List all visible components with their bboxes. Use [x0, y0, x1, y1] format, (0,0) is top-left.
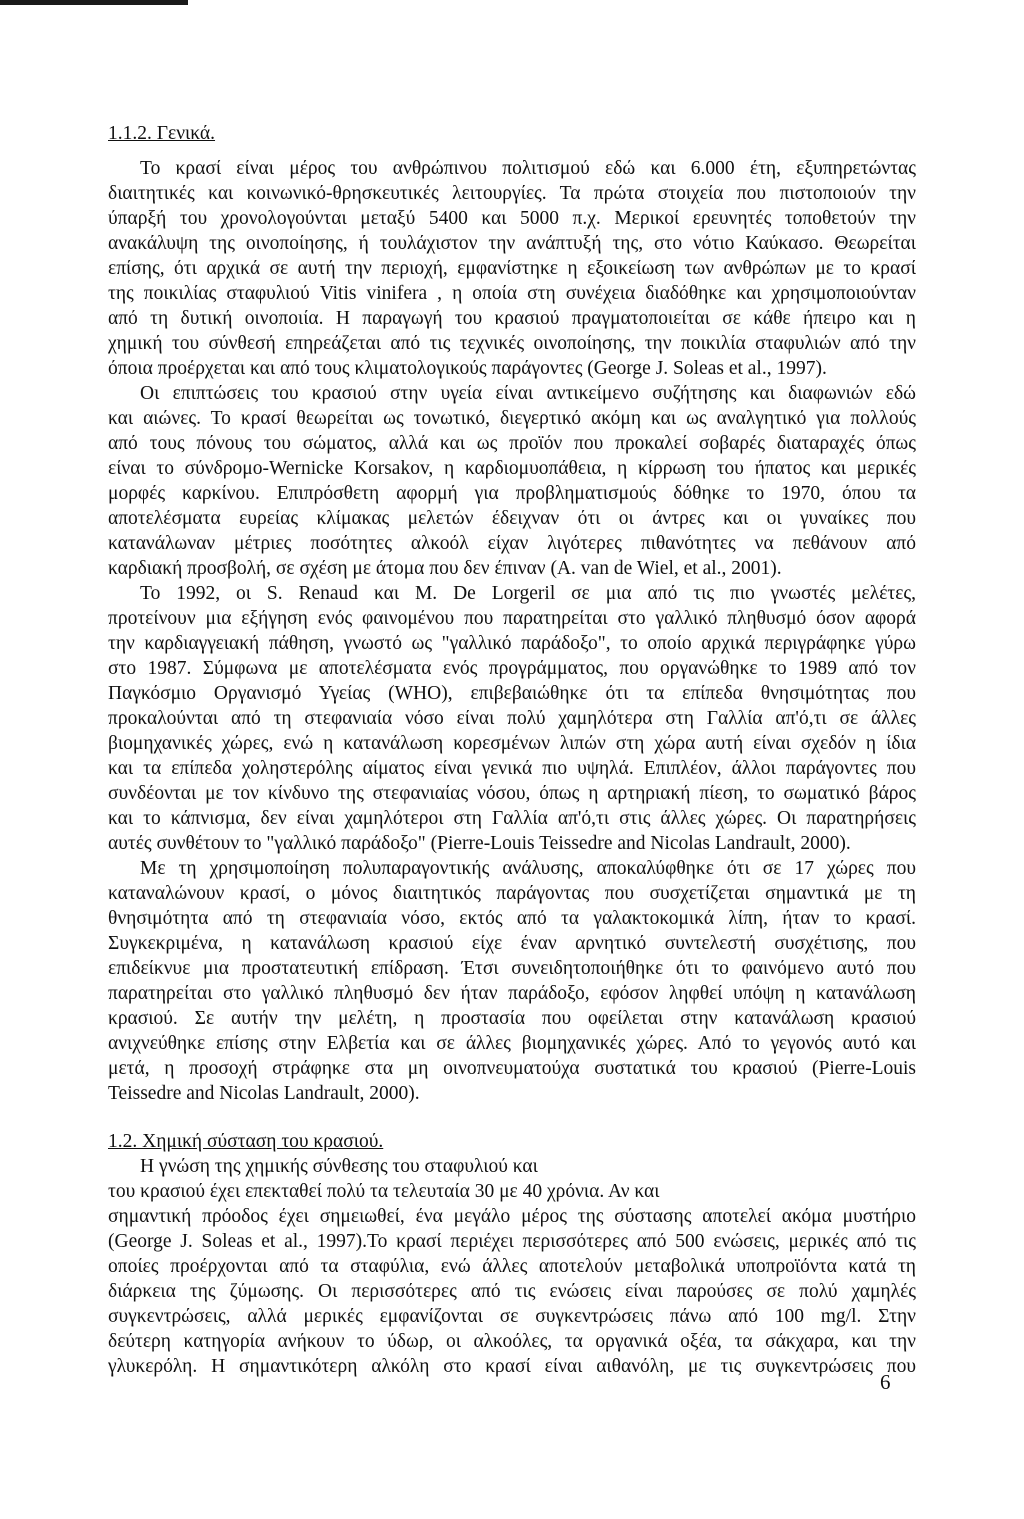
text-line: είναι το σύνδρομο-Wernicke Korsakov, η καρδιομυοπάθεια, η κίρρωση του ήπατος και μερικές: [108, 458, 916, 479]
text-line: σημαντική πρόοδος έχει σημειωθεί, ένα μεγάλο μέρος της σύστασης αποτελεί ακόμα μυστήριο: [108, 1206, 916, 1227]
text-line: επίσης, ότι αρχικά σε αυτή την περιοχή, εμφανίστηκε η εξοικείωση των ανθρώπων με το κρασί: [108, 258, 916, 279]
text-line: στο 1987. Σύμφωνα με αποτελέσματα ενός προγράμματος, που οργανώθηκε το 1989 από τον: [108, 658, 916, 679]
text-line: διάρκεια της ζύμωσης. Οι περισσότερες από τις ενώσεις είναι παρούσες σε πολύ χαμηλές: [108, 1281, 916, 1302]
text-line: μορφές καρκίνου. Επιπρόσθετη αφορμή για προβληματισμούς δόθηκε το 1970, όπου τα: [108, 483, 916, 504]
text-line: καταναλώνουν κρασί, ο μόνος διαιτητικός παράγοντας που συσχετίζεται σημαντικά με τη: [108, 883, 916, 904]
section-heading-1-1-2: 1.1.2. Γενικά.: [108, 123, 216, 144]
text-line: Με τη χρησιμοποίηση πολυπαραγοντικής ανάλυσης, αποκαλύφθηκε ότι σε 17 χώρες που: [140, 858, 916, 879]
text-line: του κρασιού έχει επεκταθεί πολύ τα τελευταία 30 με 40 χρόνια. Αν και: [108, 1181, 660, 1202]
text-line: χημική του σύνθεσή επηρεάζεται από τις τεχνικές οινοποίησης, την ποικιλία σταφυλιών από την: [108, 333, 916, 354]
text-line: Συγκεκριμένα, η κατανάλωση κρασιού είχε έναν αρνητικό συντελεστή συσχέτισης, που: [108, 933, 916, 954]
text-line: Το 1992, οι S. Renaud και M. De Lorgeril σε μια από τις πιο γνωστές μελέτες,: [140, 583, 916, 604]
text-line: παρατηρείται στο γαλλικό πληθυσμό δεν ήταν παράδοξο, εφόσον ληφθεί υπόψη η κατανάλωση: [108, 983, 916, 1004]
text-line: βιομηχανικές χώρες, ενώ η κατανάλωση κορεσμένων λιπών στη χώρα αυτή είναι σχεδόν η ίδια: [108, 733, 916, 754]
text-line: Teissedre and Nicolas Landrault, 2000).: [108, 1083, 420, 1104]
text-line: γλυκερόλη. Η σημαντικότερη αλκόλη στο κρασί είναι αιθανόλη, με τις συγκεντρώσεις που: [108, 1356, 916, 1377]
text-line: συγκεντρώσεις, αλλά μερικές εμφανίζονται σε συγκεντρώσεις πάνω από 100 mg/l. Στην: [108, 1306, 916, 1327]
text-line: ύπαρξή του χρονολογούνται μεταξύ 5400 και 5000 π.χ. Μερικοί ερευνητές τοποθετούν την: [108, 208, 916, 229]
text-line: την καρδιαγγειακή πάθηση, γνωστό ως "γαλλικό παράδοξο", το οποίο αρχικά περιγράφηκε γύρω: [108, 633, 916, 654]
text-line: διαιτητικές και κοινωνικό-θρησκευτικές λειτουργίες. Τα πρώτα στοιχεία που πιστοποιούν την: [108, 183, 916, 204]
text-line: Η γνώση της χημικής σύνθεσης του σταφυλιού και: [140, 1156, 538, 1177]
page-number: 6: [880, 1370, 891, 1394]
text-line: συνδέονται με τον κίνδυνο της στεφανιαίας νόσου, όπως η αρτηριακή πίεση, το σωματικό βάρος: [108, 783, 916, 804]
text-line: όποια προέρχεται και από τους κλιματολογικούς παράγοντες (George J. Soleas et al., 1997).: [108, 358, 827, 379]
text-line: μετά, η προσοχή στράφηκε στα μη οινοπνευματούχα συστατικά του κρασιού (Pierre-Louis: [108, 1058, 916, 1079]
text-line: από τη δυτική οινοποιία. Η παραγωγή του κρασιού πραγματοποιείται σε κάθε ήπειρο και η: [108, 308, 916, 329]
text-line: ανιχνεύθηκε επίσης στην Ελβετία και σε άλλες βιομηχανικές χώρες. Από το γεγονός αυτό και: [108, 1033, 916, 1054]
text-line: δεύτερη κατηγορία ανήκουν το ύδωρ, οι αλκοόλες, τα οργανικά οξέα, τα σάκχαρα, και την: [108, 1331, 916, 1352]
text-line: Οι επιπτώσεις του κρασιού στην υγεία είναι αντικείμενο συζήτησης και διαφωνιών εδώ: [140, 383, 916, 404]
text-line: καρδιακή προσβολή, σε σχέση με άτομα που δεν έπιναν (A. van de Wiel, et al., 2001).: [108, 558, 782, 579]
text-line: αυτές συνθέτουν το "γαλλικό παράδοξο" (Pierre-Louis Teissedre and Nicolas Landrault, 2000).: [108, 833, 851, 854]
text-line: κατανάλωναν μέτριες ποσότητες αλκοόλ είχαν λιγότερες πιθανότητες να πεθάνουν από: [108, 533, 916, 554]
text-line: οποίες προέρχονται από τα σταφύλια, ενώ άλλες αποτελούν μεταβολικά υποπροϊόντα κατά τη: [108, 1256, 916, 1277]
text-line: επιδείκνυε μια προστατευτική επίδραση. Έτσι συνειδητοποιήθηκε ότι το φαινόμενο αυτό που: [108, 958, 916, 979]
text-line: προτείνουν μια εξήγηση ενός φαινομένου που παρατηρείται στο γαλλικό πληθυσμό όσον αφορά: [108, 608, 916, 629]
text-line: Το κρασί είναι μέρος του ανθρώπινου πολιτισμού εδώ και 6.000 έτη, εξυπηρετώντας: [140, 158, 916, 179]
text-line: (George J. Soleas et al., 1997).Το κρασί περιέχει περισσότερες από 500 ενώσεις, μερικές από τις: [108, 1231, 916, 1252]
text-line: προκαλούνται από τη στεφανιαία νόσο είναι πολύ χαμηλότερα στη Γαλλία απ'ό,τι σε άλλες: [108, 708, 916, 729]
section-heading-1-2: 1.2. Χημική σύσταση του κρασιού.: [108, 1131, 384, 1152]
text-line: και αιώνες. Το κρασί θεωρείται ως τονωτικό, διεγερτικό ακόμη και ως αναλγητικό για πολλούς: [108, 408, 916, 429]
text-line: ανακάλυψη της οινοποίησης, ή τουλάχιστον την ανάπτυξή της, στο νότιο Καύκασο. Θεωρείται: [108, 233, 916, 254]
text-line: από τους πόνους του σώματος, αλλά και ως προϊόν που προκαλεί σοβαρές διαταραχές όπως: [108, 433, 916, 454]
text-line: και το κάπνισμα, δεν είναι χαμηλότεροι στη Γαλλία απ'ό,τι στις άλλες χώρες. Οι παρατηρήσεις: [108, 808, 916, 829]
text-line: θνησιμότητα από τη στεφανιαία νόσο, εκτός από τα γαλακτοκομικά λίπη, ήταν το κρασί.: [108, 908, 916, 929]
text-line: αποτελέσματα ευρείας κλίμακας μελετών έδειχναν ότι οι άντρες και οι γυναίκες που: [108, 508, 916, 529]
text-line: της ποικιλίας σταφυλιού Vitis vinifera , η οποία στη συνέχεια διαδόθηκε και χρησιμοποιούνταν: [108, 283, 916, 304]
text-line: Παγκόσμιο Οργανισμό Υγείας (WHO), επιβεβαιώθηκε ότι τα επίπεδα θνησιμότητας που: [108, 683, 916, 704]
text-line: και τα επίπεδα χοληστερόλης αίματος είναι γενικά πιο υψηλά. Επιπλέον, άλλοι παράγοντες που: [108, 758, 916, 779]
text-line: κρασιού. Σε αυτήν την μελέτη, η προστασία που οφείλεται στην κατανάλωση κρασιού: [108, 1008, 916, 1029]
